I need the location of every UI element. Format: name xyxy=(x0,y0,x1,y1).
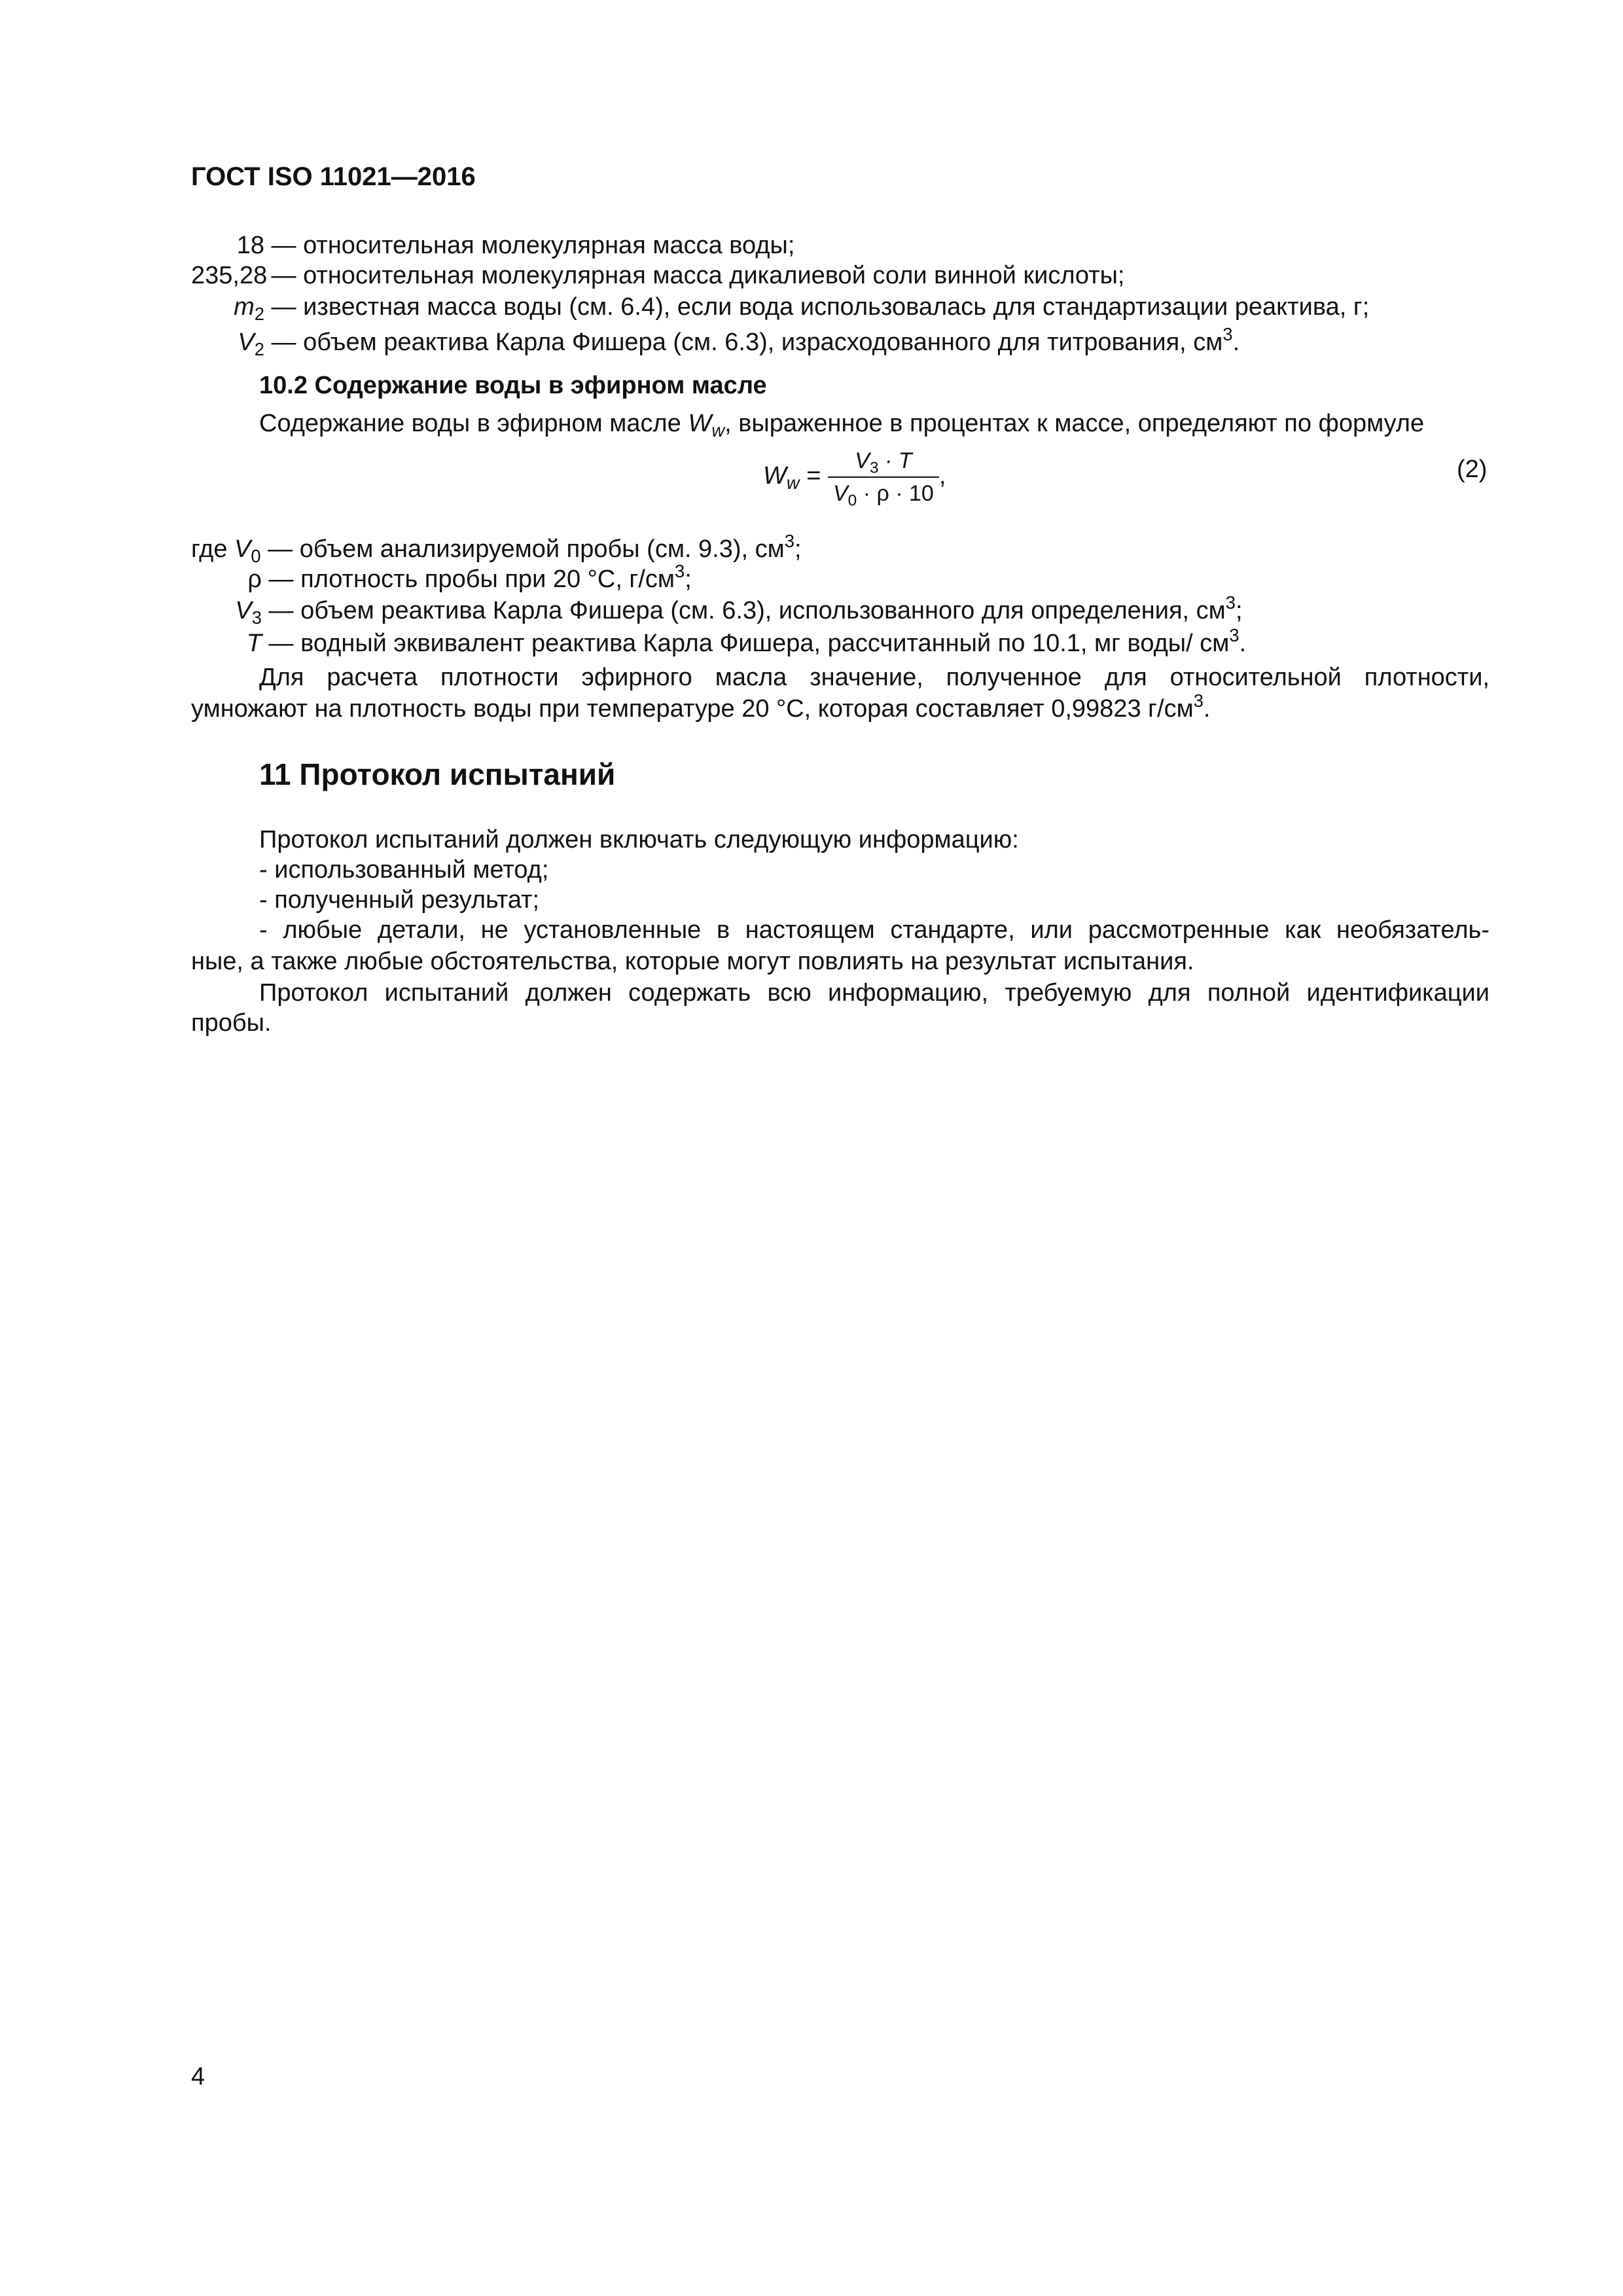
section-heading-11: 11 Протокол испытаний xyxy=(259,757,616,791)
definition-symbol: $V_2$ xyxy=(238,329,264,360)
list-item-continuation: ные, а также любые обстоятельства, которые могут повлиять на результат испытания. xyxy=(191,948,1194,975)
list-item: - любые детали, не установленные в настоящем стандарте, или рассмотренные как необязатель- xyxy=(259,916,1489,944)
definition-text: — относительная молекулярная масса дикалиевой соли винной кислоты; xyxy=(264,262,1125,289)
definition-symbol: $m_2$ xyxy=(234,293,264,325)
formula-numerator: $V_3 \cdot T$ xyxy=(855,448,912,477)
document-header: ГОСТ ISO 11021—2016 xyxy=(191,162,476,191)
section-intro: Содержание воды в эфирном масле $W_w$, выраженное в процентах к массе, определяют по формуле xyxy=(259,410,1425,441)
definition-symbol: 18 xyxy=(236,232,264,259)
section-heading-10-2: 10.2 Содержание воды в эфирном масле xyxy=(259,372,767,399)
definition-text: — относительная молекулярная масса воды; xyxy=(264,232,795,259)
definition-text: — объем реактива Карла Фишера (см. 6.3), израсходованного для титрования, см xyxy=(264,329,1223,356)
definition-line: ρ — плотность пробы при 20 °С, $г/см^3$; xyxy=(247,560,692,593)
definition-line: T — водный эквивалент реактива Карла Фишера, рассчитанный по 10.1, мг воды/ $см^3$. xyxy=(246,624,1247,657)
formula-fraction xyxy=(828,448,939,510)
final-paragraph-line2: пробы. xyxy=(191,1009,272,1037)
definition-line: где $V_0$ — объем анализируемой пробы (см. 9.3), $см^3$; xyxy=(191,530,802,567)
definition-line xyxy=(191,230,794,260)
formula-lhs: W xyxy=(763,462,787,490)
definition-text: — известная масса воды (см. 6.4), если вода использовалась для стандартизации реактива, г; xyxy=(264,293,1370,321)
final-paragraph-line1: Протокол испытаний должен содержать всю информацию, требуемую для полной идентификации xyxy=(259,979,1489,1007)
formula-denominator: $V_0 \cdot \rho \cdot 10$ xyxy=(828,476,939,507)
definition-line xyxy=(191,292,1370,325)
definition-symbol: 235,28 xyxy=(191,262,268,289)
list-item: - полученный результат; xyxy=(259,886,540,914)
density-paragraph-line1: Для расчета плотности эфирного масла значение, полученное для относительной плотности, xyxy=(259,664,1489,691)
formula-2: $W_w$ = $\frac{V_3 \cdot T}{V_0 \cdot \rho \cdot 10}$ , xyxy=(763,448,946,510)
definition-line xyxy=(191,260,1125,291)
list-item: - использованный метод; xyxy=(259,856,549,884)
formula-number: (2) xyxy=(1457,456,1488,483)
density-paragraph-line2: умножают на плотность воды при температуре 20 °С, которая составляет 0,99823 $г/см^3$. xyxy=(191,690,1211,723)
section-11-intro: Протокол испытаний должен включать следующую информацию: xyxy=(259,826,1019,853)
page-number: 4 xyxy=(191,2063,205,2090)
definition-line: $V_2$ — объем реактива Карла Фишера (см. 6.3), израсходованного для титрования, $см^3$. xyxy=(191,327,1240,357)
definition-line: $V_3$ — объем реактива Карла Фишера (см. 6.3), использованного для определения, $см^3$; xyxy=(235,592,1243,628)
